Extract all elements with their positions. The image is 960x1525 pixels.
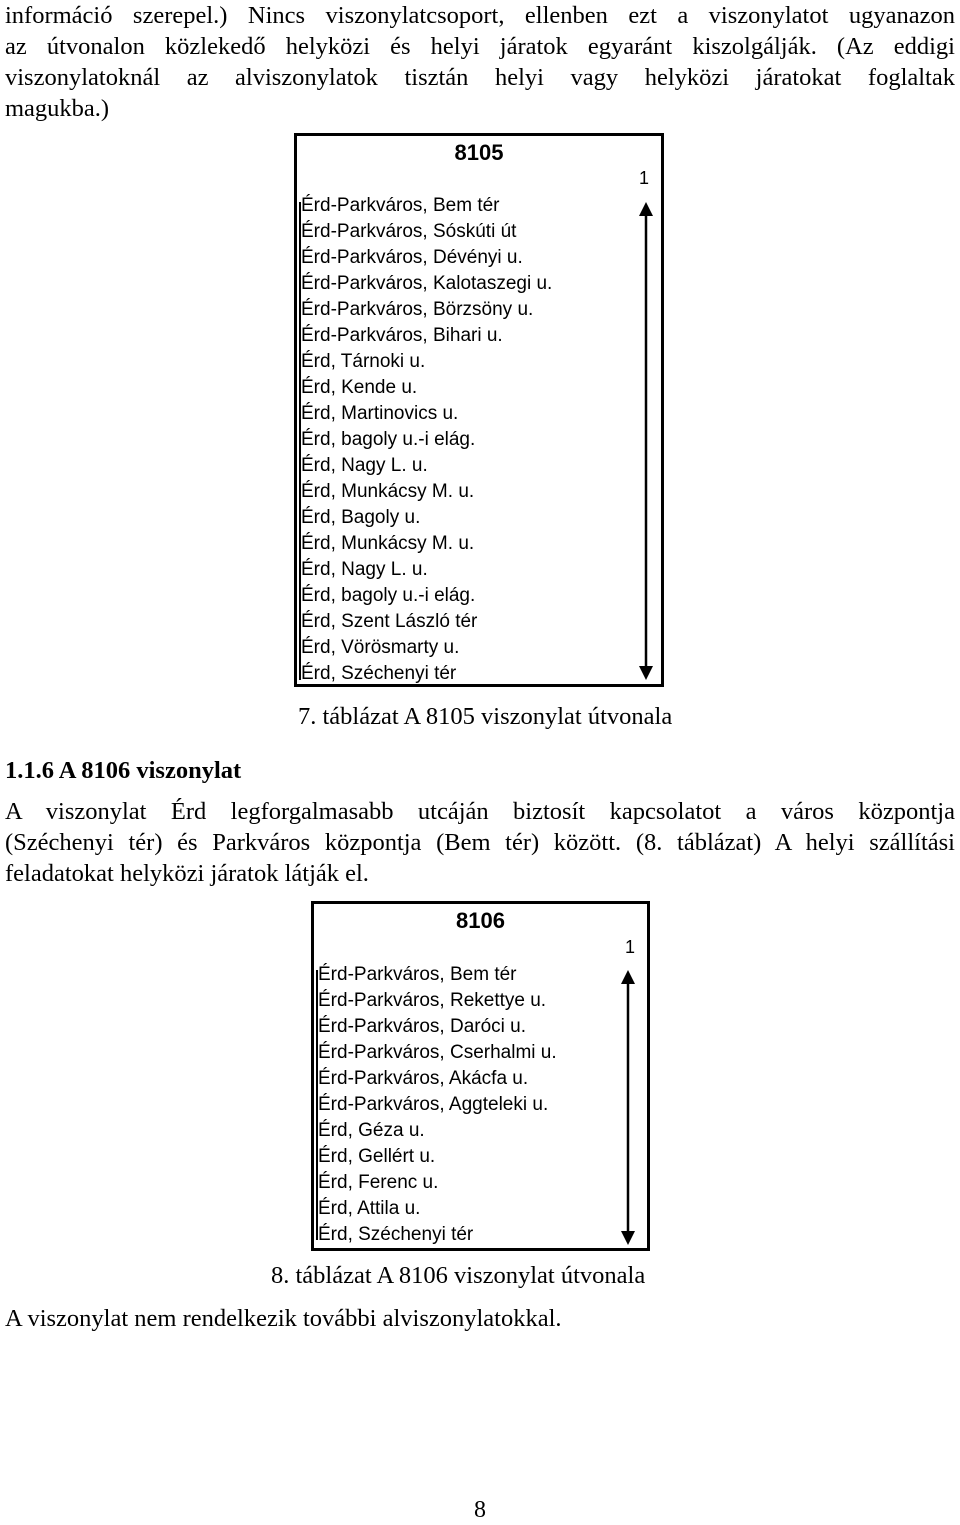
section-line-2: (Széchenyi tér) és Parkváros központja (Bem tér) között. (8. táblázat) A helyi szállítási [5, 829, 955, 856]
stop-item: Érd-Parkváros, Dévényi u. [301, 247, 523, 268]
stop-item: Érd, Géza u. [318, 1120, 425, 1141]
section-line-1: A viszonylat Érd legforgalmasabb utcáján biztosít kapcsolatot a város központja [5, 798, 955, 825]
stop-item: Érd-Parkváros, Akácfa u. [318, 1068, 529, 1089]
stop-item: Érd, Vörösmarty u. [301, 637, 460, 658]
route-table-8105 [294, 133, 664, 687]
route-number-8105: 8105 [454, 140, 504, 165]
stop-item: Érd-Parkváros, Rekettye u. [318, 990, 547, 1011]
stop-item: Érd, Munkácsy M. u. [301, 533, 475, 554]
stop-item: Érd, Ferenc u. [318, 1172, 439, 1193]
section-heading: 1.1.6 A 8106 viszonylat [5, 757, 242, 784]
direction-number: 1 [639, 168, 650, 188]
stop-item: Érd, Tárnoki u. [301, 351, 426, 372]
intro-line-3: viszonylatoknál az alviszonylatok tisztán helyi vagy helyközi járatokat foglaltak [5, 64, 955, 91]
stop-item: Érd, Martinovics u. [301, 403, 459, 424]
page-number: 8 [474, 1497, 486, 1523]
stop-item: Érd, bagoly u.-i elág. [301, 429, 476, 450]
stop-item: Érd, Kende u. [301, 377, 418, 398]
stop-item: Érd, bagoly u.-i elág. [301, 585, 476, 606]
stop-item: Érd-Parkváros, Aggteleki u. [318, 1094, 549, 1115]
intro-line-2: az útvonalon közlekedő helyközi és helyi járatok egyaránt kiszolgálják. (Az eddigi [5, 33, 955, 60]
table-7-caption: 7. táblázat A 8105 viszonylat útvonala [298, 703, 673, 730]
closing-sentence: A viszonylat nem rendelkezik további alviszonylatokkal. [5, 1305, 562, 1332]
stop-item: Érd-Parkváros, Cserhalmi u. [318, 1042, 557, 1063]
stop-item: Érd-Parkváros, Daróci u. [318, 1016, 527, 1037]
stop-item: Érd, Széchenyi tér [301, 663, 457, 684]
double-arrow-icon [618, 970, 638, 1245]
stop-item: Érd, Bagoly u. [301, 507, 421, 528]
intro-line-4: magukba.) [5, 95, 110, 122]
stop-item: Érd, Nagy L. u. [301, 559, 428, 580]
route-bracket-line [316, 970, 318, 1240]
section-paragraph [5, 796, 955, 889]
intro-line-1: információ szerepel.) Nincs viszonylatcsoport, ellenben ezt a viszonylatot ugyanazon [5, 2, 955, 29]
stop-item: Érd-Parkváros, Bihari u. [301, 325, 503, 346]
stop-list-8105 [301, 193, 552, 687]
stop-list-8106 [318, 962, 557, 1248]
section-line-3: feladatokat helyközi járatok látják el. [5, 860, 369, 887]
stop-item: Érd-Parkváros, Börzsöny u. [301, 299, 534, 320]
double-arrow-icon [636, 202, 656, 682]
table-8-caption: 8. táblázat A 8106 viszonylat útvonala [271, 1262, 646, 1289]
intro-paragraph [5, 0, 955, 124]
stop-item: Érd-Parkváros, Sóskúti út [301, 221, 517, 242]
stop-item: Érd, Szent László tér [301, 611, 478, 632]
stop-item: Érd, Attila u. [318, 1198, 421, 1219]
stop-item: Érd, Nagy L. u. [301, 455, 428, 476]
stop-item: Érd, Széchenyi tér [318, 1224, 474, 1245]
direction-number: 1 [625, 937, 636, 957]
route-table-8106 [311, 901, 650, 1251]
stop-item: Érd-Parkváros, Kalotaszegi u. [301, 273, 553, 294]
route-bracket-line [299, 202, 301, 680]
route-number-8106: 8106 [456, 908, 505, 933]
stop-item: Érd-Parkváros, Bem tér [318, 964, 517, 985]
stop-item: Érd, Gellért u. [318, 1146, 436, 1167]
stop-item: Érd-Parkváros, Bem tér [301, 195, 500, 216]
stop-item: Érd, Munkácsy M. u. [301, 481, 475, 502]
